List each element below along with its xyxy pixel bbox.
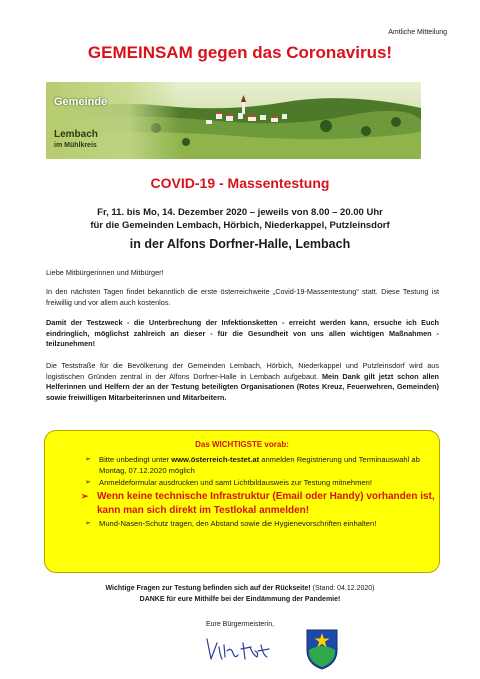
arrow-bullet-icon: ➢ [85,479,91,487]
intro-paragraph: In den nächsten Tagen findet bekanntlich die erste österreichweite „Covid-19-Massentestung“ statt. Diese Testung ist freiwillig und vor allem auch kostenlos. [46,287,439,307]
signoff: Eure Bürgermeisterin, [205,621,275,628]
footer-thanks: DANKE für eure Mithilfe bei der Eindämmung der Pandemie! [139,595,341,603]
signature-image [205,633,275,673]
info-text: Die Teststraße für die Bevölkerung der Gemeinden Lembach, Hörbich, Niederkappel und Putzleinsdorf wird aus logistischen Gründen zentral in der Alfons Dorfner-Halle in Lembach aufgebaut. [46,361,439,381]
box-title: Das WICHTIGSTE vorab: [195,440,289,449]
list-item [85,519,425,530]
coat-of-arms-icon [305,628,339,670]
notice-label: Amtliche Mitteilung [388,29,447,36]
banner-region: im Mühlkreis [54,142,97,149]
list-item [85,455,425,477]
event-venue: in der Alfons Dorfner-Halle, Lembach [129,237,351,251]
arrow-bullet-icon: ➢ [85,520,91,528]
arrow-bullet-icon: ➢ [81,491,89,502]
page-headline: GEMEINSAM gegen das Coronavirus! [87,43,393,62]
arrow-bullet-icon: ➢ [85,456,91,463]
dates-line: Fr, 11. bis Mo, 14. Dezember 2020 – jeweils von 8.00 – 20.00 Uhr [97,207,383,218]
item-text: Wenn keine technische Infrastruktur (Email oder Handy) vorhanden ist, kann man sich direkt im Testlokal anmelden! [97,491,435,516]
item-text: Mund-Nasen-Schutz tragen, den Abstand sowie die Hygienevorschriften einhalten! [99,519,377,529]
important-list [81,455,435,532]
municipality-banner [46,82,421,159]
landscape-photo [46,82,421,159]
item-text: Anmeldeformular ausdrucken und samt Lichtbildausweis zur Testung mitnehmen! [99,478,372,488]
important-box [44,430,440,573]
appeal-paragraph: Damit der Testzweck - die Unterbrechung der Infektionsketten - erreicht werden kann, ersuche ich Euch eindringlich, möglichst zahlreich an dieser - für die Gesundheit von uns allen wichtigen Maßnahmen - teilzunehmen! [46,318,439,349]
event-title: COVID-19 - Massentestung [150,175,330,191]
footer-important: Wichtige Fragen zur Testung befinden sich auf der Rückseite! [105,585,311,592]
list-item-highlight [79,490,443,517]
list-item [85,478,425,489]
footer-note [0,584,480,605]
item-text: anmelden Registrierung und Terminauswahl ab Montag, 07.12.2020 möglich [99,455,420,475]
registration-link[interactable]: www.österreich-testet.at [171,455,260,464]
banner-title: Gemeinde [54,96,108,108]
info-paragraph [46,361,439,403]
footer-stand: (Stand: 04.12.2020) [310,585,375,592]
item-text: Bitte unbedingt unter [99,455,172,464]
greeting: Liebe Mitbürgerinnen und Mitbürger! [46,268,164,277]
banner-town: Lembach [54,129,98,140]
thanks-text: Mein Dank gilt jetzt schon allen Helferinnen und Helfern der an der Testung beteiligten Organisationen (Rotes Kreuz, Feuerwehren, Gemeinden) sowie freiwilligen Mitarbeiterinnen und Mitarbeitern. [46,371,439,402]
footer-line [0,584,480,595]
municipalities-line: für die Gemeinden Lembach, Hörbich, Niederkappel, Putzleinsdorf [90,220,390,231]
event-dates [0,206,480,232]
